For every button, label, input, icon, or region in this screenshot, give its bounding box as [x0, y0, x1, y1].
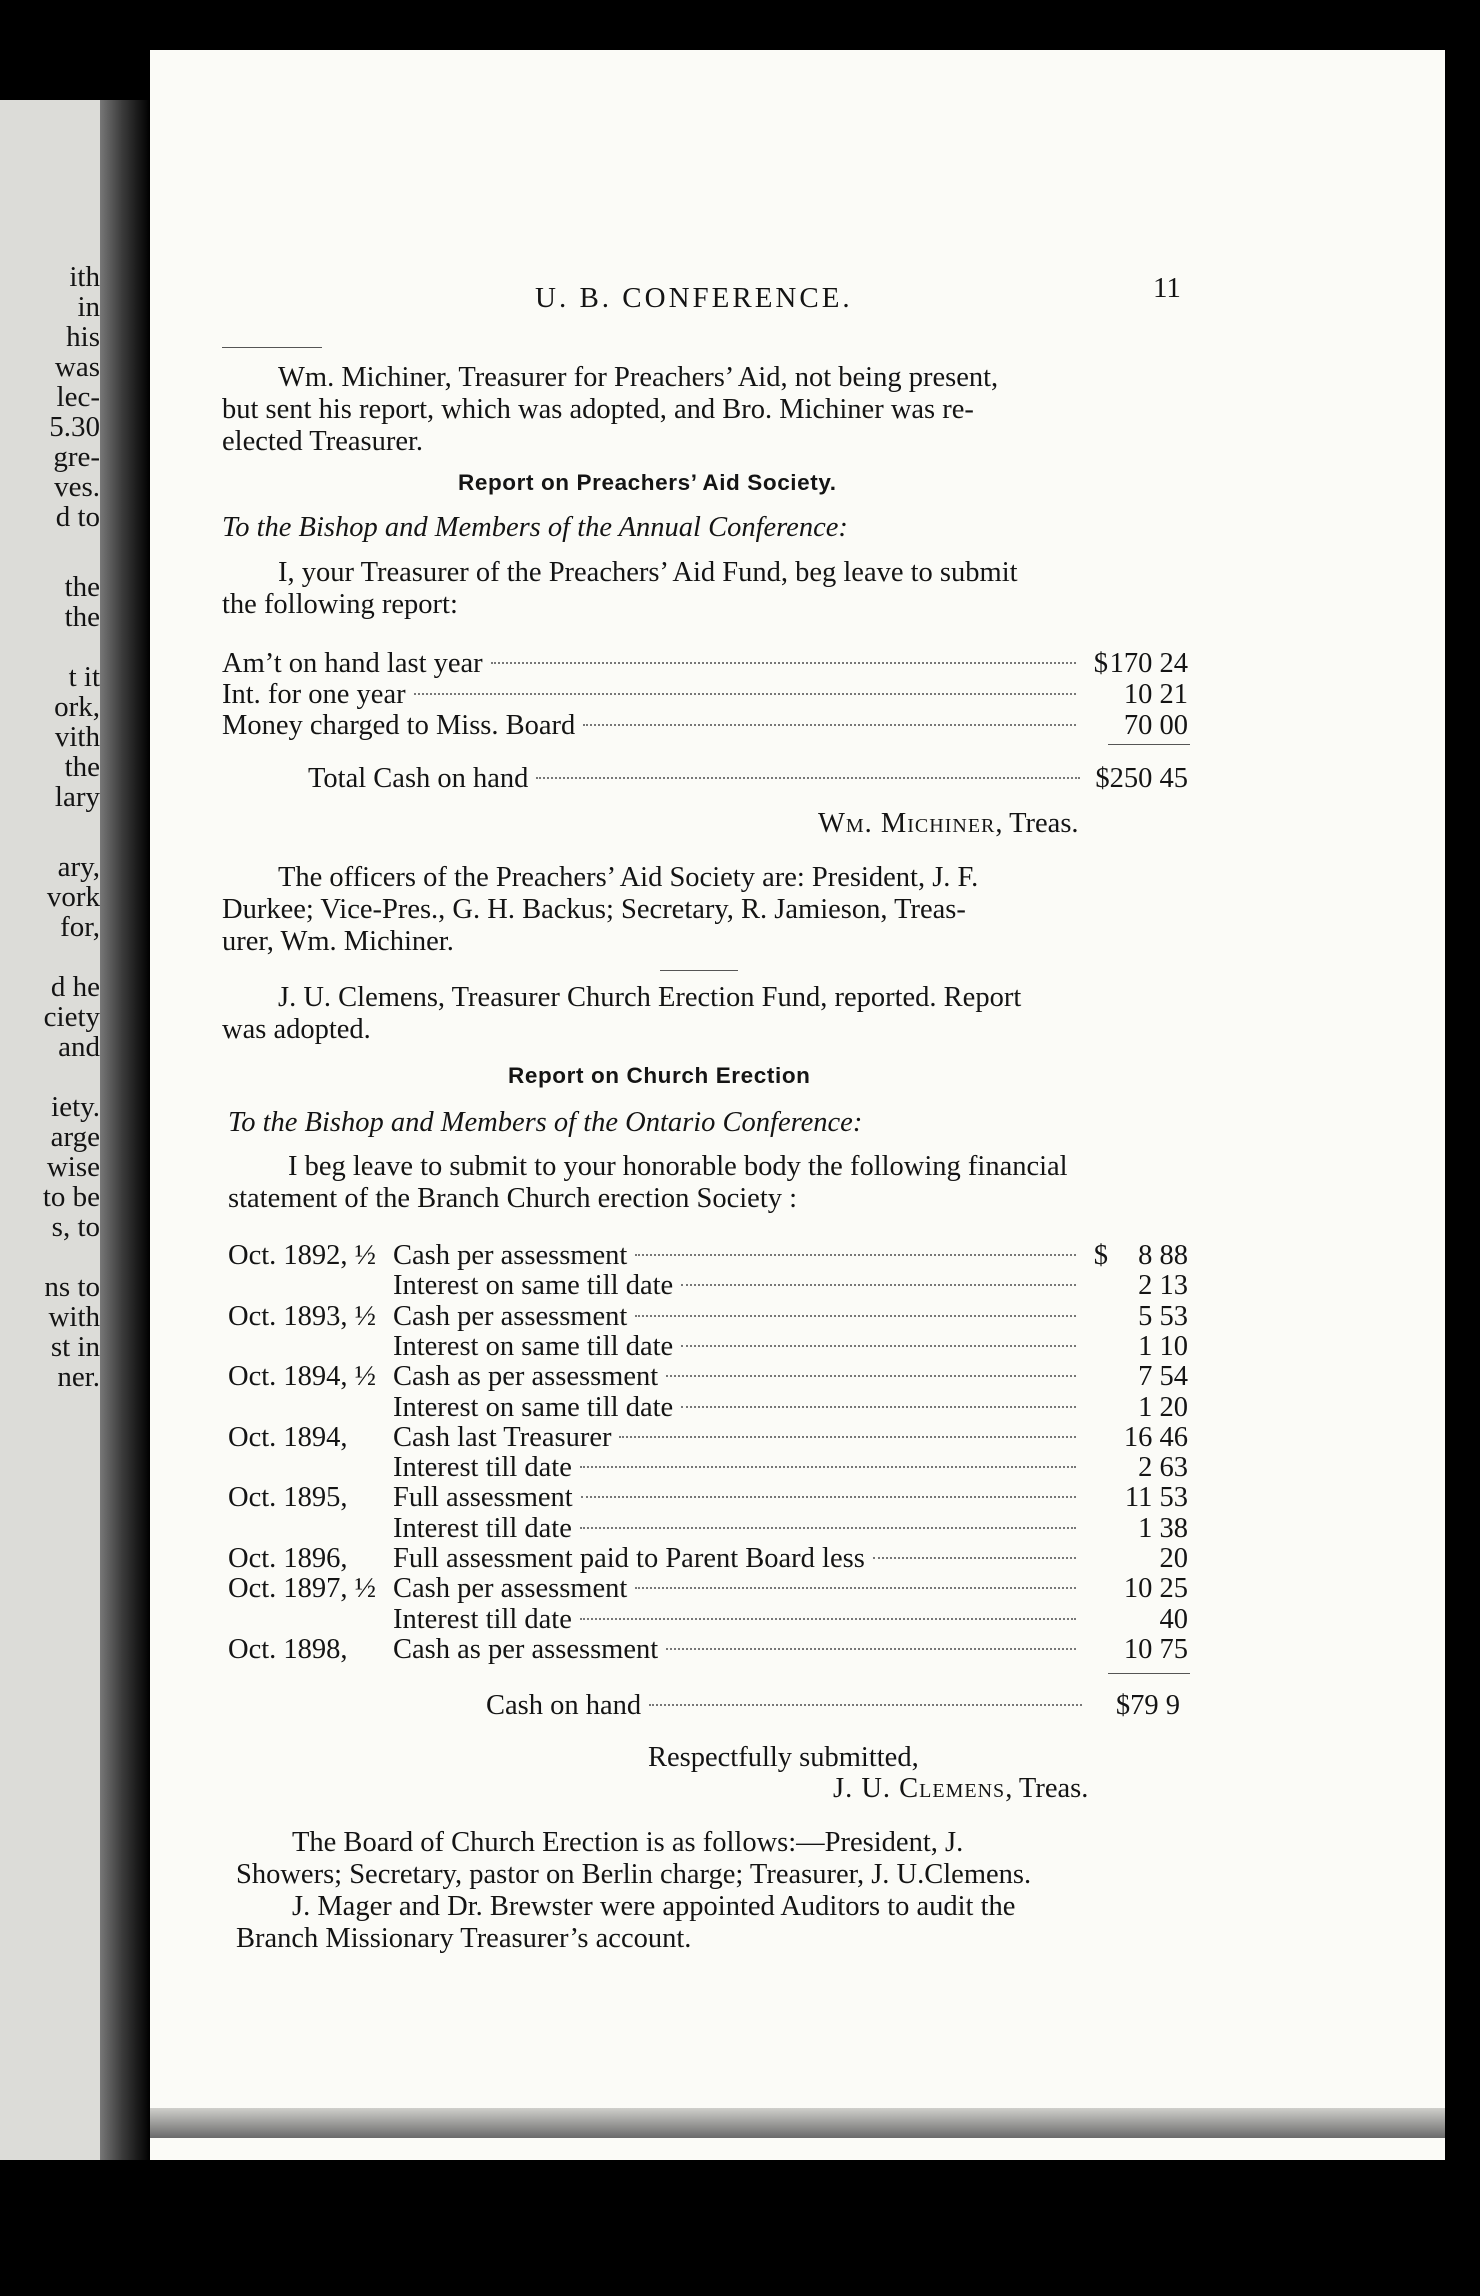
ledger-amount: 170 24 [1109, 648, 1188, 679]
ledger-currency: $ [1093, 1240, 1108, 1271]
erection-signature-name: J. U. Clemens [833, 1773, 1006, 1804]
left-page-text-fragment: the [64, 751, 100, 783]
intro-line-3: elected Treasurer. [222, 426, 424, 457]
left-page-text-fragment: st in [50, 1331, 100, 1363]
left-page-text-fragment: d to [55, 501, 100, 533]
aid-total-label: Total Cash on hand [308, 763, 529, 794]
ledger-row [222, 710, 1188, 742]
ledger-label: Interest on same till date [393, 1391, 674, 1423]
ledger-label: Cash as per assessment [393, 1361, 659, 1393]
left-page-text-fragment: with [48, 1301, 100, 1333]
clemens-intro-line-1: J. U. Clemens, Treasurer Church Erection Fund, reported. Report [278, 982, 1022, 1013]
ledger-label: Cash last Treasurer [393, 1421, 612, 1453]
aid-total-amount: $250 45 [1095, 763, 1188, 794]
ledger-currency: $ [1093, 648, 1108, 679]
erection-report-total [486, 1690, 1180, 1722]
leader-dots [635, 1254, 1076, 1256]
erection-total-rule [1108, 1673, 1190, 1674]
ledger-amount: 70 00 [1123, 710, 1188, 741]
ledger-row [228, 1634, 1188, 1666]
leader-dots [580, 1466, 1076, 1468]
ledger-row [228, 1422, 1188, 1454]
ledger-date: Oct. 1893, ½ [228, 1300, 377, 1332]
ledger-amount: 16 46 [1123, 1421, 1188, 1453]
header-rule [222, 347, 322, 348]
left-page-text-fragment: gre- [53, 441, 100, 473]
ledger-date: Oct. 1896, [228, 1543, 348, 1574]
left-page-text-fragment: t it [68, 661, 100, 693]
ledger-row [222, 679, 1188, 711]
left-page-text-fragment: ith [69, 261, 100, 293]
ledger-date: Oct. 1898, [228, 1633, 348, 1665]
ledger-amount: 10 75 [1123, 1633, 1188, 1665]
left-page-text-fragment: his [66, 321, 100, 353]
left-page-text-fragment: 5.30 [49, 411, 100, 443]
ledger-amount: 1 38 [1138, 1512, 1188, 1544]
ledger-label: Full assessment [393, 1482, 573, 1514]
page-number: 11 [1153, 272, 1181, 304]
leader-dots [583, 724, 1076, 726]
left-page-text-fragment: lec- [56, 381, 100, 413]
ledger-label: Interest till date [393, 1603, 572, 1635]
clemens-intro-line-2: was adopted. [222, 1014, 371, 1045]
ledger-label: Cash per assessment [393, 1240, 628, 1271]
ledger-row [228, 1604, 1188, 1636]
left-page-text-fragment: vith [54, 721, 100, 753]
ledger-amount: 40 [1159, 1603, 1188, 1635]
left-page-text-fragment: wise [46, 1151, 100, 1183]
left-page-text-fragment: ves. [54, 471, 100, 503]
ledger-label: Cash per assessment [393, 1300, 628, 1332]
ledger-date: Oct. 1897, ½ [228, 1573, 377, 1605]
left-page-text-fragment: the [64, 571, 100, 603]
ledger-amount: 1 10 [1138, 1330, 1188, 1362]
ledger-amount: 11 53 [1124, 1482, 1188, 1514]
erection-report-body-2: statement of the Branch Church erection Society : [228, 1183, 798, 1214]
ledger-label: Am’t on hand last year [222, 648, 483, 679]
left-page-text-fragment: ork, [54, 691, 100, 723]
aid-total-rule [1108, 744, 1190, 745]
officers-line-1: The officers of the Preachers’ Aid Society are: President, J. F. [278, 862, 979, 893]
leader-dots [619, 1436, 1076, 1438]
leader-dots [491, 662, 1076, 664]
aid-report-salutation: To the Bishop and Members of the Annual Conference: [222, 512, 848, 543]
leader-dots [580, 1618, 1076, 1620]
aid-signature-title: , Treas. [995, 808, 1079, 839]
ledger-label: Cash as per assessment [393, 1633, 659, 1665]
erection-report-heading: Report on Church Erection [508, 1063, 811, 1088]
ledger-date: Oct. 1894, ½ [228, 1361, 377, 1393]
left-page-text-fragment: s, to [51, 1211, 100, 1243]
erection-signature-title: , Treas. [1005, 1773, 1089, 1804]
left-page-fragment [0, 100, 150, 2160]
erection-total-label: Cash on hand [486, 1690, 642, 1721]
aid-report-body-1: I, your Treasurer of the Preachers’ Aid Fund, beg leave to submit [278, 557, 1018, 588]
left-page-text-fragment: iety. [51, 1091, 100, 1123]
left-page-text-fragment: lary [54, 781, 100, 813]
ledger-amount: 2 13 [1138, 1270, 1188, 1302]
leader-dots [581, 1496, 1076, 1498]
aid-signature-name: Wm. Michiner [818, 808, 996, 839]
board-line-3: J. Mager and Dr. Brewster were appointed Auditors to audit the [292, 1891, 1016, 1922]
ledger-label: Interest on same till date [393, 1330, 674, 1362]
left-page-text-fragment: to be [42, 1181, 100, 1213]
erection-report-signature [833, 1773, 1088, 1805]
leader-dots [681, 1284, 1076, 1286]
ledger-label: Interest till date [393, 1512, 572, 1544]
left-page-text-fragment: arge [50, 1121, 100, 1153]
ledger-amount: 10 21 [1123, 679, 1188, 710]
left-page-text-fragment: was [54, 351, 100, 383]
leader-dots [635, 1315, 1076, 1317]
ledger-date: Oct. 1895, [228, 1482, 348, 1514]
ledger-label: Int. for one year [222, 679, 406, 710]
ledger-row [228, 1543, 1188, 1575]
section-divider [660, 970, 738, 971]
aid-report-heading: Report on Preachers’ Aid Society. [458, 470, 837, 495]
running-header: U. B. CONFERENCE. [535, 282, 853, 314]
page-bottom-edge [150, 2108, 1445, 2138]
left-page-text-fragment: ns to [44, 1271, 100, 1303]
ledger-label: Money charged to Miss. Board [222, 710, 576, 741]
intro-line-2: but sent his report, which was adopted, and Bro. Michiner was re- [222, 394, 974, 425]
left-page-text-fragment: in [77, 291, 100, 323]
ledger-row [222, 648, 1188, 680]
erection-closing: Respectfully submitted, [648, 1742, 919, 1773]
officers-line-2: Durkee; Vice-Pres., G. H. Backus; Secretary, R. Jamieson, Treas- [222, 894, 966, 925]
board-line-4: Branch Missionary Treasurer’s account. [236, 1923, 692, 1954]
leader-dots [666, 1648, 1076, 1650]
aid-report-total [308, 763, 1188, 795]
ledger-amount: 20 [1159, 1543, 1188, 1574]
erection-report-salutation: To the Bishop and Members of the Ontario Conference: [228, 1107, 863, 1138]
officers-line-3: urer, Wm. Michiner. [222, 926, 454, 957]
erection-total-amount: $79 9 [1115, 1690, 1180, 1721]
ledger-amount: 5 53 [1138, 1300, 1188, 1332]
ledger-label: Full assessment paid to Parent Board less [393, 1543, 865, 1574]
intro-line-1: Wm. Michiner, Treasurer for Preachers’ Aid, not being present, [278, 362, 999, 393]
aid-report-body-2: the following report: [222, 589, 458, 620]
left-page-text-fragment: ner. [57, 1361, 100, 1393]
ledger-row [228, 1361, 1188, 1393]
ledger-date: Oct. 1894, [228, 1421, 348, 1453]
ledger-row [228, 1573, 1188, 1605]
left-page-text-fragment: for, [60, 911, 100, 943]
ledger-row [228, 1331, 1188, 1363]
leader-dots [681, 1345, 1076, 1347]
left-page-text-fragment: ary, [57, 851, 100, 883]
board-line-2: Showers; Secretary, pastor on Berlin charge; Treasurer, J. U.Clemens. [236, 1859, 1032, 1890]
ledger-row [228, 1513, 1188, 1545]
ledger-row [228, 1392, 1188, 1424]
page-fold-shadow [100, 100, 150, 2160]
aid-report-signature [818, 808, 1079, 840]
leader-dots [414, 693, 1076, 695]
ledger-amount: 10 25 [1123, 1573, 1188, 1605]
ledger-row [228, 1452, 1188, 1484]
ledger-label: Interest on same till date [393, 1270, 674, 1302]
ledger-row [228, 1301, 1188, 1333]
leader-dots [635, 1587, 1076, 1589]
leader-dots [666, 1375, 1076, 1377]
ledger-amount: 2 63 [1138, 1452, 1188, 1484]
ledger-amount: 7 54 [1138, 1361, 1188, 1393]
ledger-amount: 8 88 [1138, 1240, 1188, 1271]
leader-dots [580, 1527, 1076, 1529]
left-page-text-fragment: ciety [43, 1001, 100, 1033]
left-page-text-fragment: the [64, 601, 100, 633]
ledger-row [228, 1270, 1188, 1302]
leader-dots [536, 777, 1080, 779]
left-page-text-fragment: vork [46, 881, 100, 913]
ledger-label: Cash per assessment [393, 1573, 628, 1605]
ledger-label: Interest till date [393, 1452, 572, 1484]
left-page-text-fragment: d he [50, 971, 100, 1003]
erection-report-body-1: I beg leave to submit to your honorable body the following financial [288, 1151, 1068, 1182]
ledger-row [228, 1482, 1188, 1514]
ledger-date: Oct. 1892, ½ [228, 1240, 377, 1271]
leader-dots [681, 1406, 1076, 1408]
leader-dots [873, 1557, 1076, 1559]
ledger-row [228, 1240, 1188, 1272]
left-page-text-fragment: and [58, 1031, 100, 1063]
leader-dots [649, 1704, 1082, 1706]
ledger-amount: 1 20 [1138, 1391, 1188, 1423]
board-line-1: The Board of Church Erection is as follows:—President, J. [292, 1827, 964, 1858]
